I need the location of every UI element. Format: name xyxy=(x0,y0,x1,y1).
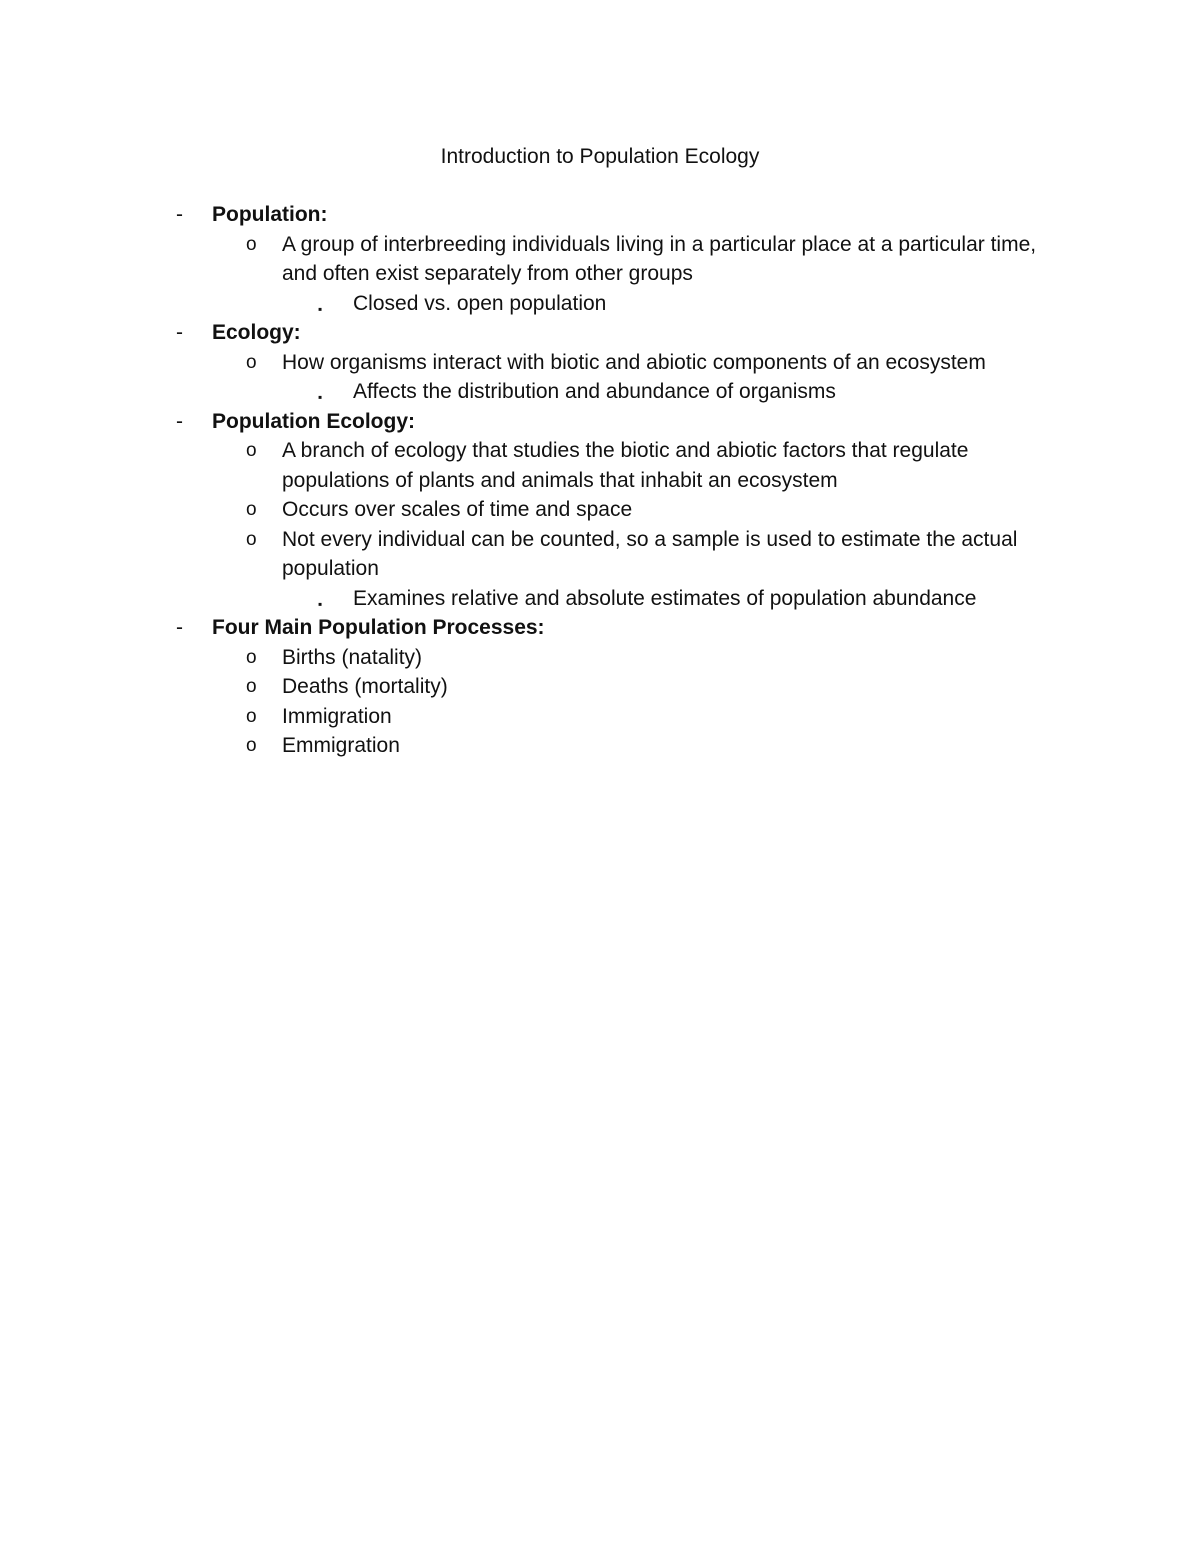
list-item-row xyxy=(0,672,1200,702)
square-bullet-icon: ▪ xyxy=(318,596,323,611)
sub-list-item-row xyxy=(0,377,1200,407)
circle-bullet-icon: o xyxy=(246,705,257,727)
circle-bullet-icon: o xyxy=(246,735,257,756)
page-title: Introduction to Population Ecology xyxy=(440,145,760,168)
dash-bullet-icon: - xyxy=(176,203,183,226)
list-item-row xyxy=(0,348,1200,378)
section-heading-row xyxy=(0,318,1200,348)
section-heading: Population: xyxy=(212,203,328,226)
list-item: Immigration xyxy=(282,704,392,728)
sub-list-item-row xyxy=(0,584,1200,614)
dash-bullet-icon: - xyxy=(176,616,183,639)
sub-list-item: Closed vs. open population xyxy=(353,291,607,315)
circle-bullet-icon: o xyxy=(246,676,257,697)
section-heading: Four Main Population Processes: xyxy=(212,616,545,639)
circle-bullet-icon: o xyxy=(246,233,257,255)
list-item-row xyxy=(0,495,1200,525)
list-item: A group of interbreeding individuals living in a particular place at a particular time, and often exist separately from other groups xyxy=(282,232,1037,285)
list-item: Occurs over scales of time and space xyxy=(282,498,633,521)
list-item-row xyxy=(0,643,1200,673)
section-heading-row xyxy=(0,407,1200,437)
section-heading-row xyxy=(0,613,1200,643)
circle-bullet-icon: o xyxy=(246,351,257,373)
list-item-row xyxy=(0,702,1200,732)
list-item: A branch of ecology that studies the biotic and abiotic factors that regulate populations of plants and animals that inhabit an ecosystem xyxy=(282,439,969,492)
section-heading: Ecology: xyxy=(212,321,301,344)
sub-list-item: Affects the distribution and abundance of organisms xyxy=(353,380,836,403)
sub-list-item: Examines relative and absolute estimates of population abundance xyxy=(353,586,977,610)
list-item-row xyxy=(0,436,1200,495)
circle-bullet-icon: o xyxy=(246,440,257,461)
circle-bullet-icon: o xyxy=(246,528,257,550)
list-item: Not every individual can be counted, so a sample is used to estimate the actual population xyxy=(282,527,1018,580)
dash-bullet-icon: - xyxy=(176,409,183,433)
list-item: Births (natality) xyxy=(282,645,423,669)
list-item: Deaths (mortality) xyxy=(282,675,448,698)
sub-list-item-row xyxy=(0,289,1200,319)
square-bullet-icon: ▪ xyxy=(318,301,323,316)
square-bullet-icon: ▪ xyxy=(318,390,323,404)
section-heading: Population Ecology: xyxy=(212,409,415,433)
list-item: How organisms interact with biotic and abiotic components of an ecosystem xyxy=(282,350,986,374)
circle-bullet-icon: o xyxy=(246,499,257,520)
section-heading-row xyxy=(0,200,1200,230)
list-item-row xyxy=(0,525,1200,584)
dash-bullet-icon: - xyxy=(176,321,183,344)
list-item-row xyxy=(0,731,1200,761)
list-item: Emmigration xyxy=(282,734,400,757)
list-item-row xyxy=(0,230,1200,289)
circle-bullet-icon: o xyxy=(246,646,257,668)
outline-list xyxy=(0,200,1200,761)
